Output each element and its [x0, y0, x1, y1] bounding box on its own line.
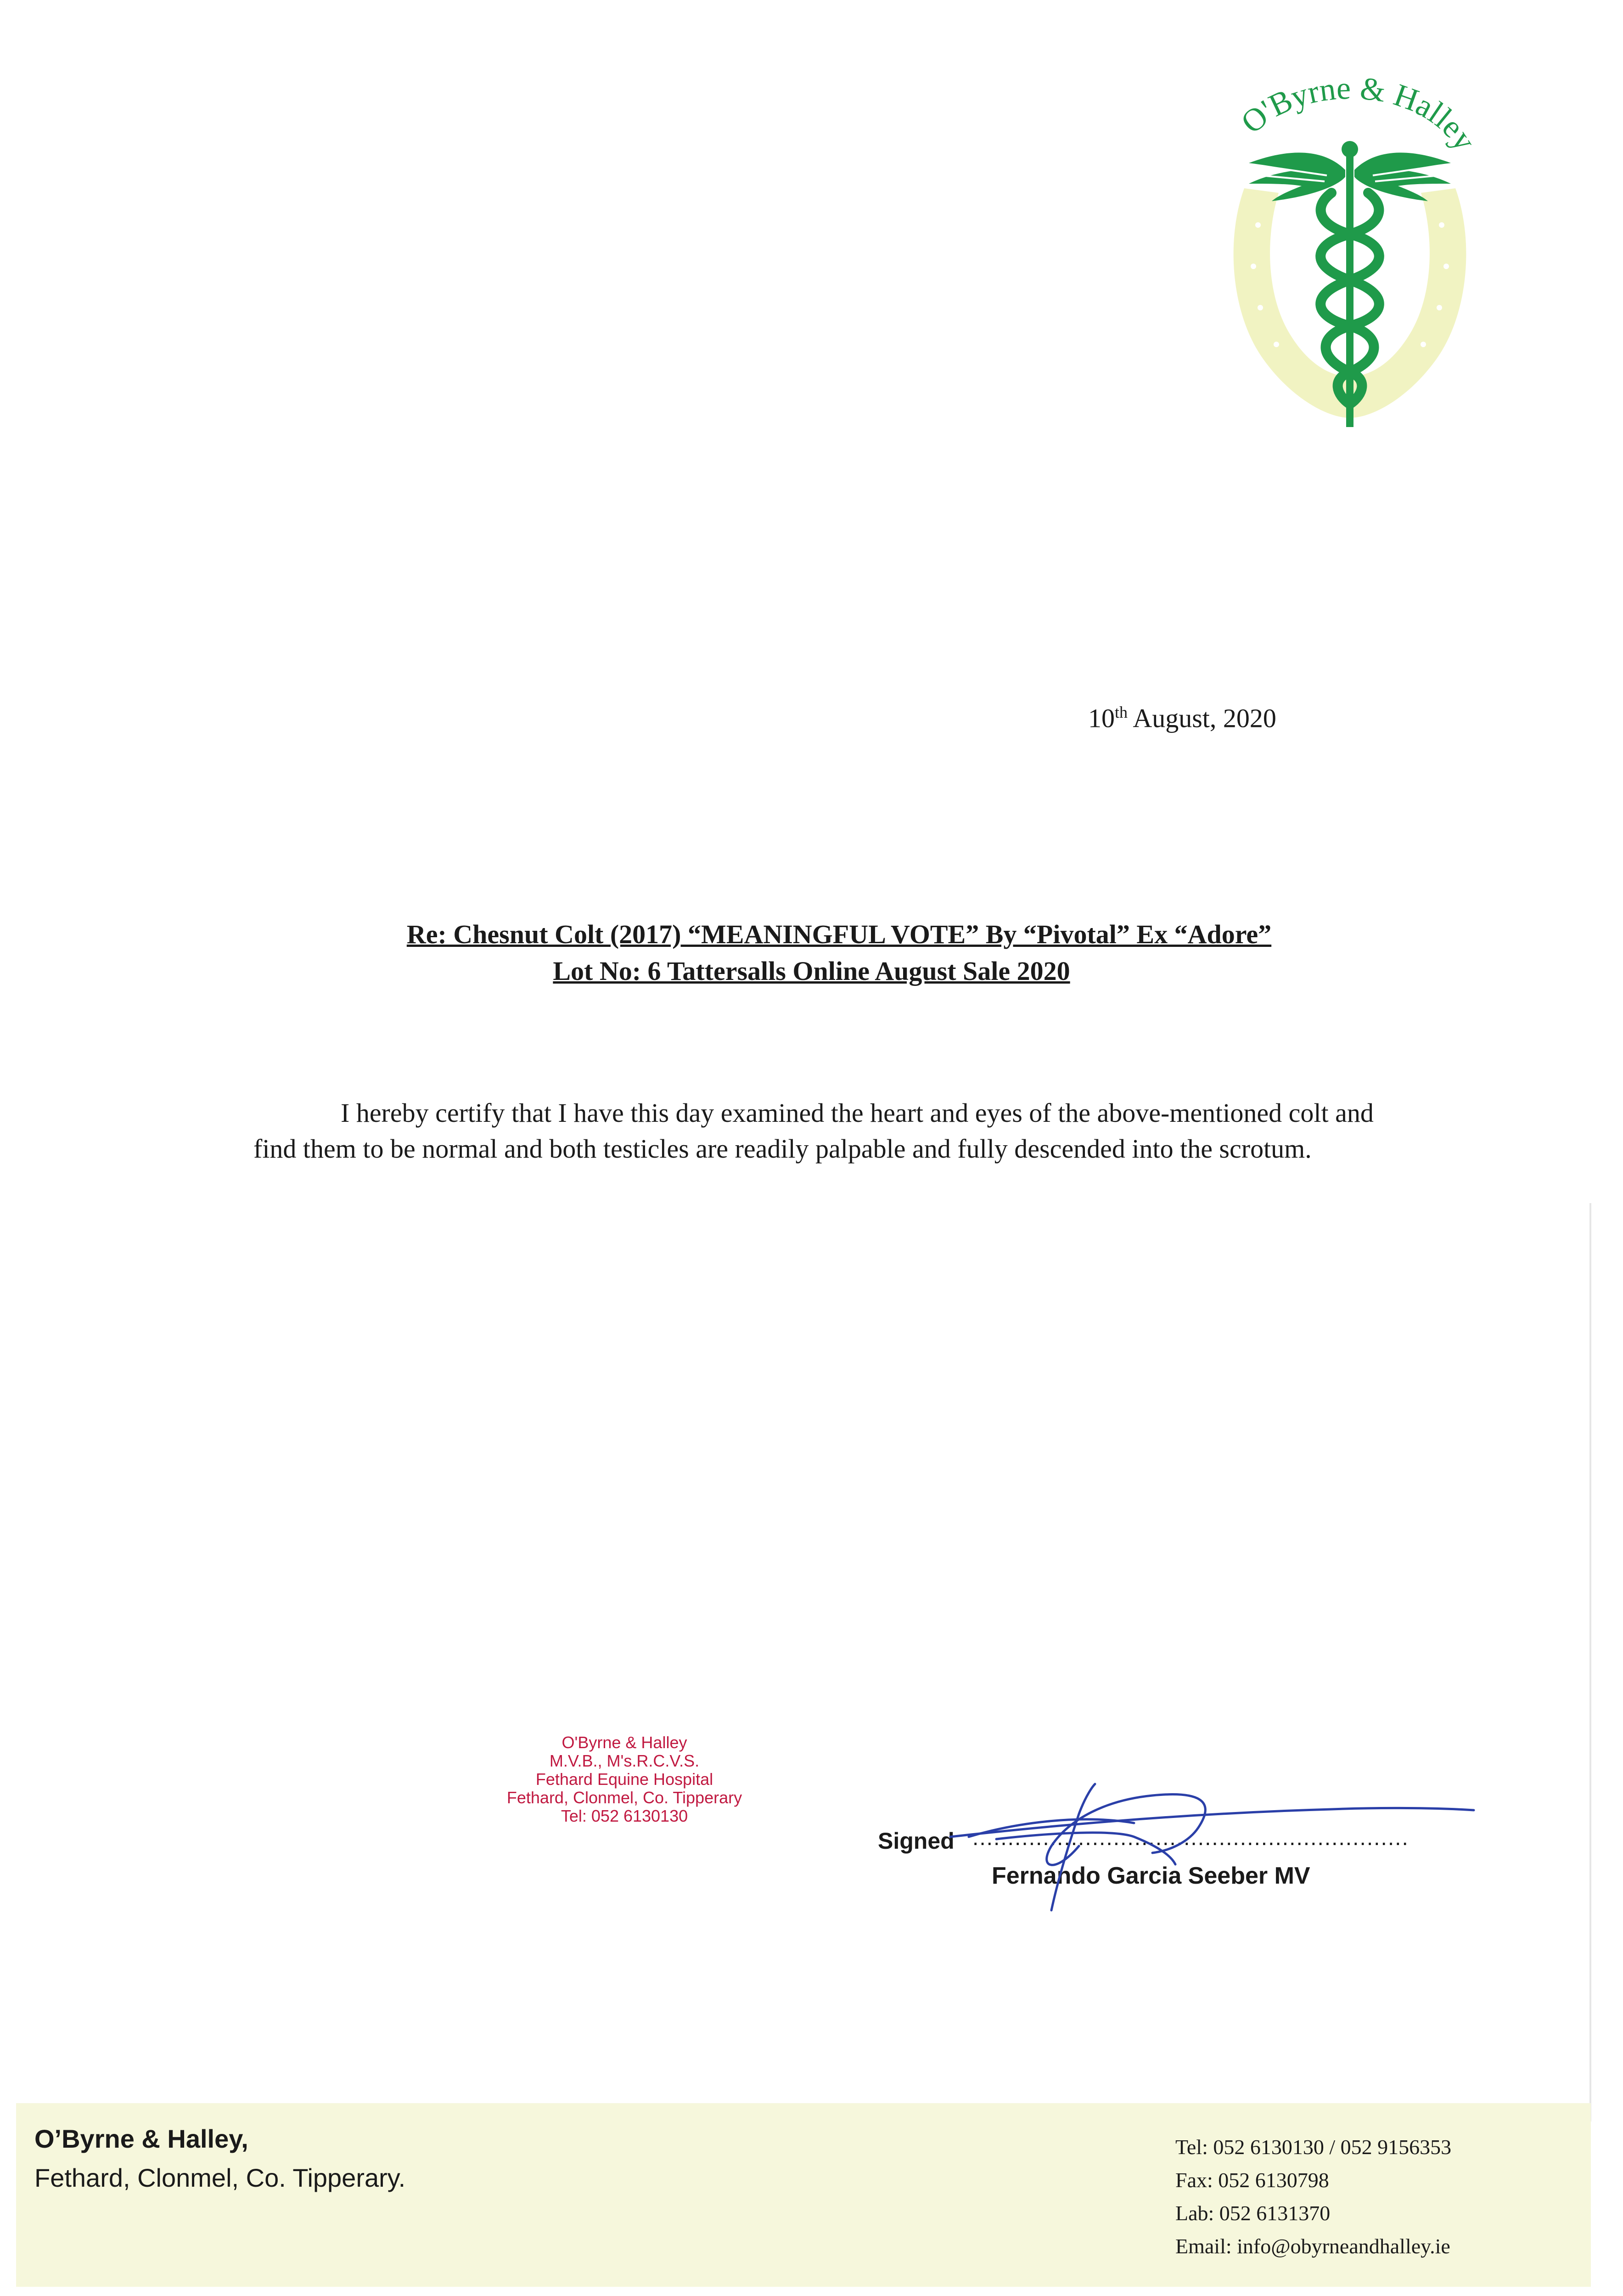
subject-line-2: Lot No: 6 Tattersalls Online August Sale 2020	[553, 956, 1070, 986]
footer-tel: Tel: 052 6130130 / 052 9156353	[1175, 2135, 1452, 2159]
subject-heading	[0, 916, 1623, 990]
footer-contacts	[1175, 2131, 1451, 2263]
stamp-line: Fethard, Clonmel, Co. Tipperary	[506, 1788, 742, 1807]
certification-paragraph: I hereby certify that I have this day examined the heart and eyes of the above-mentioned colt and find them to be normal and both testicles are readily palpable and fully descended into the scrotum.	[253, 1098, 1374, 1164]
letterhead-footer	[16, 2103, 1591, 2287]
signed-label: Signed	[878, 1828, 955, 1854]
stamp-line: M.V.B., M's.R.C.V.S.	[549, 1751, 700, 1770]
practice-stamp	[482, 1733, 767, 1825]
page-edge-shadow	[1589, 1203, 1591, 2122]
letter-date: 10th August, 2020	[1088, 703, 1276, 733]
footer-fax: Fax: 052 6130798	[1175, 2168, 1329, 2192]
signatory-name: Fernando Garcia Seeber MV	[992, 1863, 1310, 1889]
signature-dotted-line: ..............................................................	[972, 1826, 1409, 1850]
footer-address: Fethard, Clonmel, Co. Tipperary.	[34, 2163, 406, 2192]
stamp-line: Fethard Equine Hospital	[535, 1770, 713, 1789]
logo-brand-text: O'Byrne & Halley	[1234, 70, 1483, 157]
subject-line-1: Re: Chesnut Colt (2017) “MEANINGFUL VOTE” By “Pivotal” Ex “Adore”	[406, 919, 1272, 949]
footer-email: Email: info@obyrneandhalley.ie	[1175, 2234, 1450, 2258]
handwritten-signature	[941, 1759, 1492, 1933]
stamp-line: Tel: 052 6130130	[561, 1806, 688, 1825]
caduceus-horseshoe-icon	[1175, 55, 1524, 450]
footer-company-name: O’Byrne & Halley,	[34, 2124, 248, 2153]
company-logo	[1175, 55, 1524, 450]
footer-lab: Lab: 052 6131370	[1175, 2201, 1331, 2225]
stamp-line: O'Byrne & Halley	[562, 1733, 687, 1752]
